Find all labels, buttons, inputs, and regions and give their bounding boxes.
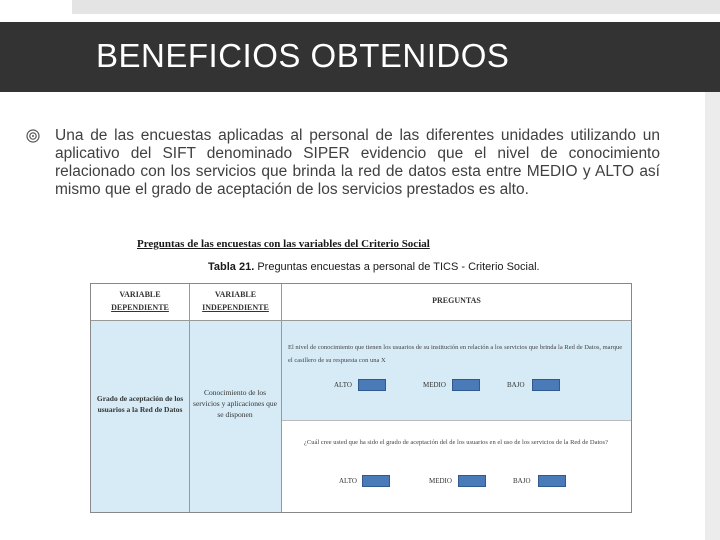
question-2-cell [282,421,631,512]
question-1-cell [282,321,631,421]
q2-option-medio: MEDIO [429,477,452,485]
q2-medio-box [458,475,486,487]
header-independent [190,284,282,321]
header-dependent-line1: VARIABLE [119,290,161,299]
q1-alto-box [358,379,386,391]
header-independent-line2: INDEPENDIENTE [202,303,269,312]
header-dependent-line2: DEPENDIENTE [111,303,169,312]
dependent-cell [91,321,190,512]
right-decor-strip [705,92,720,540]
q1-option-medio: MEDIO [423,381,446,389]
q1-bajo-box [532,379,560,391]
header-dependent [91,284,190,321]
survey-table [90,283,632,513]
table-caption-text: Preguntas encuestas a personal de TICS - Criterio Social. [254,261,540,273]
q2-option-bajo: BAJO [513,477,531,485]
table-caption [208,261,540,273]
q2-alto-box [362,475,390,487]
q2-bajo-box [538,475,566,487]
slide-title: BENEFICIOS OBTENIDOS [96,37,510,74]
q2-option-alto: ALTO [339,477,357,485]
question-2-text: ¿Cuál cree usted que ha sido el grado de aceptación del de los usuarios en el uso de los servicios de la Red de Datos? [304,439,608,446]
independent-value: Conocimiento de los servicios y aplicaciones que se disponen [193,388,277,419]
top-decor-strip [72,0,720,14]
table-caption-label: Tabla 21. [208,261,255,273]
target-bullet-icon [26,129,40,143]
q1-medio-box [452,379,480,391]
independent-cell [190,321,282,512]
dependent-value: Grado de aceptación de los usuarios a la Red de Datos [96,394,184,414]
bullet-text: Una de las encuestas aplicadas al personal de las diferentes unidades utilizando un aplicativo del SIFT denominado SIPER evidencio que el nivel de conocimiento relacionado con los servicios que brinda la red de datos esta entre MEDIO y ALTO así mismo que el grado de aceptación de los servicios prestados es alto. [55,127,660,198]
question-1-text: El nivel de conocimiento que tienen los usuarios de su institución en relación a los servicios que brinda la Red de Datos, marque el casillero de su respuesta con una X [288,344,623,364]
header-questions-label: PREGUNTAS [432,296,481,305]
embedded-doc-heading: Preguntas de las encuestas con las variables del Criterio Social [137,238,430,250]
header-questions [282,284,631,321]
header-independent-line1: VARIABLE [214,290,257,299]
q1-option-bajo: BAJO [507,381,525,389]
q1-option-alto: ALTO [334,381,352,389]
